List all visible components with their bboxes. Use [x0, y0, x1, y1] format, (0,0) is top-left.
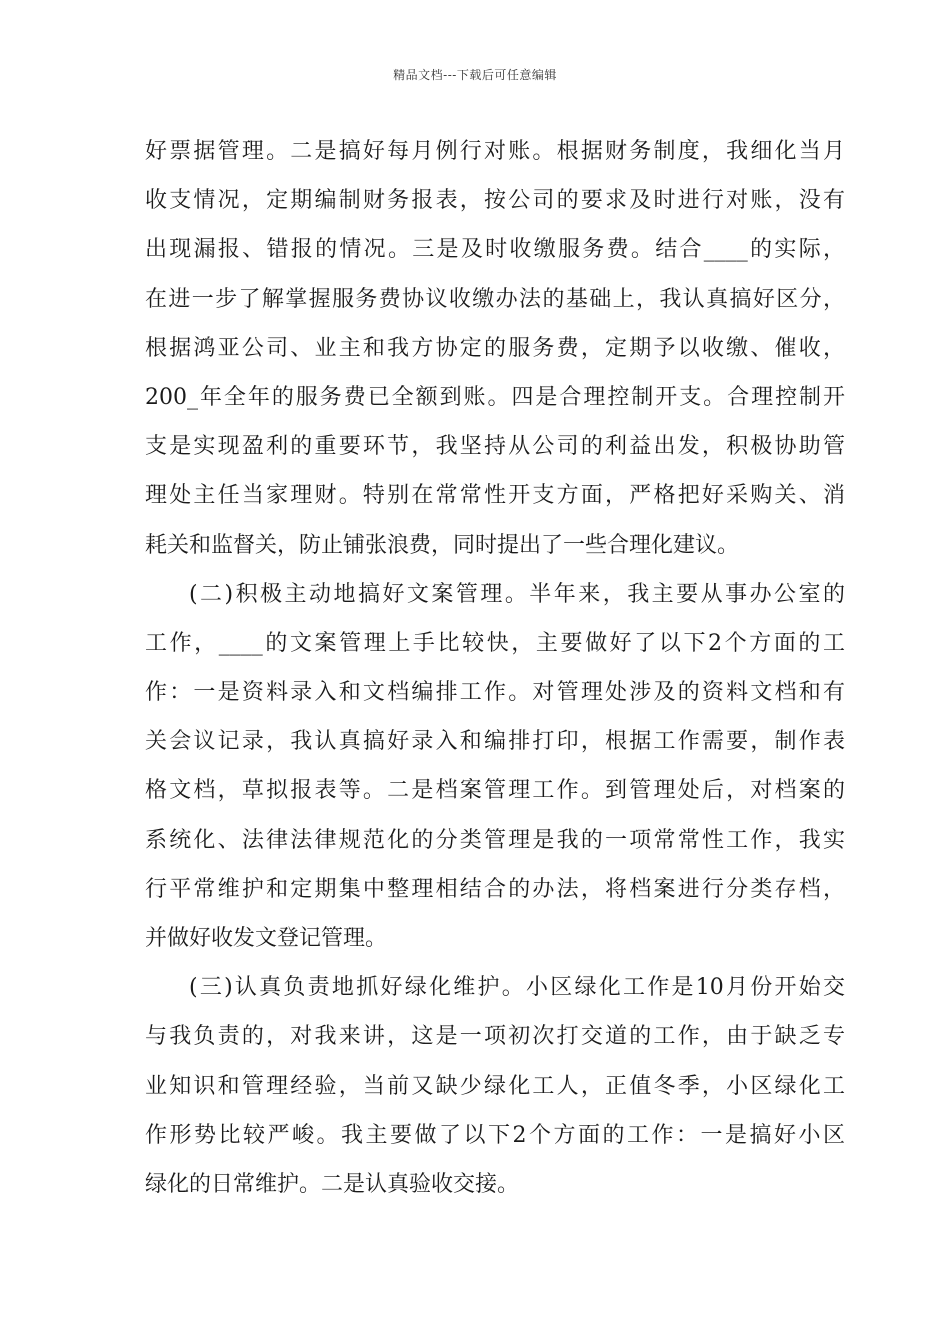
text-line: 理处主任当家理财。特别在常常性开支方面，严格把好采购关、消 — [145, 483, 845, 509]
text-line: 关会议记录，我认真搞好录入和编排打印，根据工作需要，制作表 — [145, 729, 845, 755]
text-line: 格文档，草拟报表等。二是档案管理工作。到管理处后，对档案的 — [145, 778, 845, 804]
page-header: 精品文档---下载后可任意编辑 — [393, 68, 557, 82]
text-line: 在进一步了解掌握服务费协议收缴办法的基础上，我认真搞好区分， — [145, 286, 845, 312]
text-line: 耗关和监督关，防止铺张浪费，同时提出了一些合理化建议。 — [145, 532, 740, 558]
paragraph-heading-line: (三)认真负责地抓好绿化维护。小区绿化工作是10月份开始交 — [189, 975, 845, 1001]
text-line: 根据鸿亚公司、业主和我方协定的服务费，定期予以收缴、催收， — [145, 335, 845, 361]
text-line: 作：一是资料录入和文档编排工作。对管理处涉及的资料文档和有 — [145, 680, 845, 706]
text-line: 支是实现盈利的重要环节，我坚持从公司的利益出发，积极协助管 — [145, 434, 845, 460]
document-body — [145, 127, 845, 1209]
text-line: 收支情况，定期编制财务报表，按公司的要求及时进行对账，没有 — [145, 188, 845, 214]
text-line: 系统化、法律法律规范化的分类管理是我的一项常常性工作，我实 — [145, 827, 845, 853]
paragraph-heading-line: (二)积极主动地搞好文案管理。半年来，我主要从事办公室的 — [189, 581, 845, 607]
text-line: 工作，____的文案管理上手比较快，主要做好了以下2个方面的工 — [145, 630, 845, 656]
text-line: 好票据管理。二是搞好每月例行对账。根据财务制度，我细化当月 — [145, 139, 845, 164]
text-line: 业知识和管理经验，当前又缺少绿化工人，正值冬季，小区绿化工 — [145, 1073, 845, 1099]
text-line: 200_年全年的服务费已全额到账。四是合理控制开支。合理控制开 — [145, 384, 845, 410]
text-line: 与我负责的，对我来讲，这是一项初次打交道的工作，由于缺乏专 — [145, 1024, 845, 1050]
text-line: 出现漏报、错报的情况。三是及时收缴服务费。结合____的实际， — [145, 237, 845, 263]
text-line: 绿化的日常维护。二是认真验收交接。 — [145, 1171, 520, 1197]
text-line: 行平常维护和定期集中整理相结合的办法，将档案进行分类存档， — [145, 876, 845, 902]
text-line: 作形势比较严峻。我主要做了以下2个方面的工作：一是搞好小区 — [145, 1122, 845, 1148]
text-line: 并做好收发文登记管理。 — [145, 926, 388, 951]
